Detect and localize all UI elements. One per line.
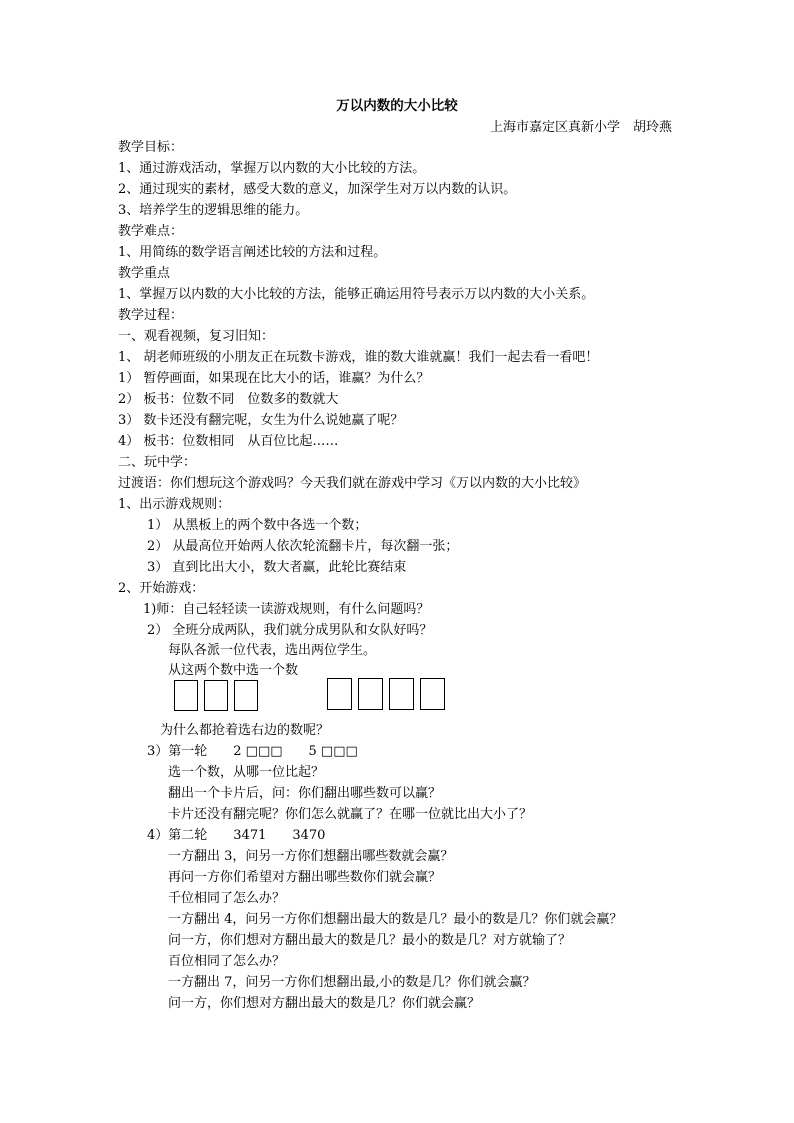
text-line: 一方翻出 3，问另一方你们想翻出哪些数就会赢？: [168, 849, 454, 864]
text-line: 1、 胡老师班级的小朋友正在玩数卡游戏，谁的数大谁就赢！我们一起去看一看吧！: [118, 350, 599, 365]
text-line: 2、开始游戏：: [118, 581, 205, 596]
author-line: 上海市嘉定区真新小学 胡玲燕: [489, 120, 672, 135]
text-line: 1)师：自己轻轻读一读游戏规则，有什么问题吗？: [143, 602, 430, 617]
section-heading: 一、观看视频，复习旧知：: [118, 329, 275, 344]
text-line: 1、用简练的数学语言阐述比较的方法和过程。: [118, 245, 387, 260]
text-line: 一方翻出 7，问另一方你们想翻出最,小的数是几？你们就会赢？: [168, 975, 536, 990]
rule-item: 2） 从最高位开始两人依次轮流翻卡片，每次翻一张；: [147, 539, 459, 554]
text-line: 1） 暂停画面，如果现在比大小的话，谁赢？为什么？: [118, 371, 430, 386]
text-line: 过渡语：你们想玩这个游戏吗？今天我们就在游戏中学习《万以内数的大小比较》: [118, 476, 587, 491]
round-line: 4）第二轮 3471 3470: [147, 828, 326, 843]
text-line: 2） 全班分成两队，我们就分成男队和女队好吗？: [147, 623, 433, 638]
text-line: 卡片还没有翻完呢？你们怎么就赢了？在哪一位就比出大小了？: [168, 807, 533, 822]
text-line: 为什么都抢着选右边的数呢？: [160, 723, 330, 738]
rule-item: 1） 从黑板上的两个数中各选一个数；: [147, 518, 368, 533]
number-card-box: [327, 678, 352, 710]
section-heading: 教学重点: [118, 266, 171, 281]
text-line: 2、通过现实的素材，感受大数的意义，加深学生对万以内数的认识。: [118, 182, 517, 197]
text-line: 千位相同了怎么办？: [168, 891, 286, 906]
text-line: 百位相同了怎么办？: [168, 954, 286, 969]
text-line: 1、出示游戏规则：: [118, 497, 231, 512]
section-heading: 教学难点：: [118, 224, 184, 239]
text-line: 1、掌握万以内数的大小比较的方法，能够正确运用符号表示万以内数的大小关系。: [118, 287, 595, 302]
text-line: 1、通过游戏活动，掌握万以内数的大小比较的方法。: [118, 161, 426, 176]
text-line: 再问一方你们希望对方翻出哪些数你们就会赢？: [168, 870, 442, 885]
text-line: 选一个数，从哪一位比起？: [168, 765, 325, 780]
text-line: 3） 数卡还没有翻完呢，女生为什么说她赢了呢？: [118, 413, 404, 428]
section-heading: 教学目标：: [118, 140, 184, 155]
text-line: 每队各派一位代表，选出两位学生。: [168, 643, 377, 658]
section-heading: 二、玩中学：: [118, 455, 197, 470]
number-card-box: [389, 678, 414, 710]
text-line: 问一方，你们想对方翻出最大的数是几？最小的数是几？对方就输了？: [168, 933, 572, 948]
text-line: 3、培养学生的逻辑思维的能力。: [118, 203, 309, 218]
text-line: 翻出一个卡片后，问：你们翻出哪些数可以赢？: [168, 786, 442, 801]
text-line: 4） 板书：位数相同 从百位比起……: [118, 434, 339, 449]
page-title: 万以内数的大小比较: [336, 98, 458, 114]
number-card-box: [174, 680, 198, 711]
section-heading: 教学过程：: [118, 308, 184, 323]
text-line: 问一方，你们想对方翻出最大的数是几？你们就会赢？: [168, 996, 481, 1011]
text-line: 一方翻出 4，问另一方你们想翻出最大的数是几？最小的数是几？你们就会赢？: [168, 912, 623, 927]
number-card-box: [358, 678, 383, 710]
text-line: 2） 板书：位数不同 位数多的数就大: [118, 392, 339, 407]
rule-item: 3） 直到比出大小，数大者赢，此轮比赛结束: [147, 560, 407, 575]
number-card-box: [234, 680, 258, 711]
text-line: 从这两个数中选一个数: [168, 663, 299, 678]
round-line: 3）第一轮 2 □□□ 5 □□□: [147, 744, 358, 759]
number-card-box: [204, 680, 228, 711]
number-card-box: [420, 678, 445, 710]
